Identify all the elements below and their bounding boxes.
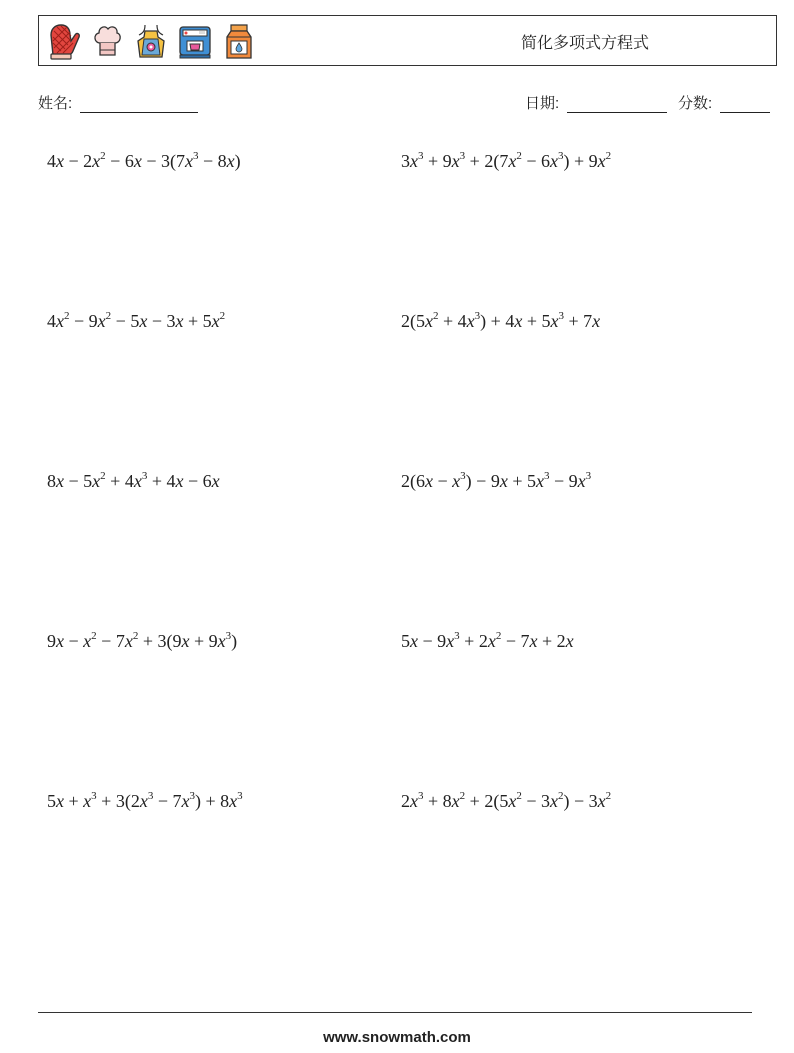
problem-2: $3x^3 + 9x^3 + 2(7x^2 - 6x^3) + 9x^2$ [401, 150, 612, 171]
problem-6: $2(6x - x^3) - 9x + 5x^3 - 9x^3$ [401, 470, 592, 491]
name-label: 姓名: [38, 95, 73, 112]
footer-website: www.snowmath.com [323, 1029, 471, 1046]
problem-5: $8x - 5x^2 + 4x^3 + 4x - 6x$ [47, 470, 220, 491]
problem-9: $5x + x^3 + 3(2x^3 - 7x^3) + 8x^3$ [47, 790, 243, 811]
date-label: 日期: [525, 95, 560, 112]
problem-8: $5x - 9x^3 + 2x^2 - 7x + 2x$ [401, 630, 574, 651]
problem-3: $4x^2 - 9x^2 - 5x - 3x + 5x^2$ [47, 310, 226, 331]
footer-divider [38, 1012, 752, 1013]
problem-7: $9x - x^2 - 7x^2 + 3(9x + 9x^3)$ [47, 630, 238, 651]
problem-1: $4x - 2x^2 - 6x - 3(7x^3 - 8x)$ [47, 150, 241, 171]
worksheet-title: 简化多项式方程式 [521, 35, 650, 52]
score-label: 分数: [678, 95, 713, 112]
problem-10: $2x^3 + 8x^2 + 2(5x^2 - 3x^2) - 3x^2$ [401, 790, 612, 811]
problem-4: $2(5x^2 + 4x^3) + 4x + 5x^3 + 7x$ [401, 310, 601, 331]
